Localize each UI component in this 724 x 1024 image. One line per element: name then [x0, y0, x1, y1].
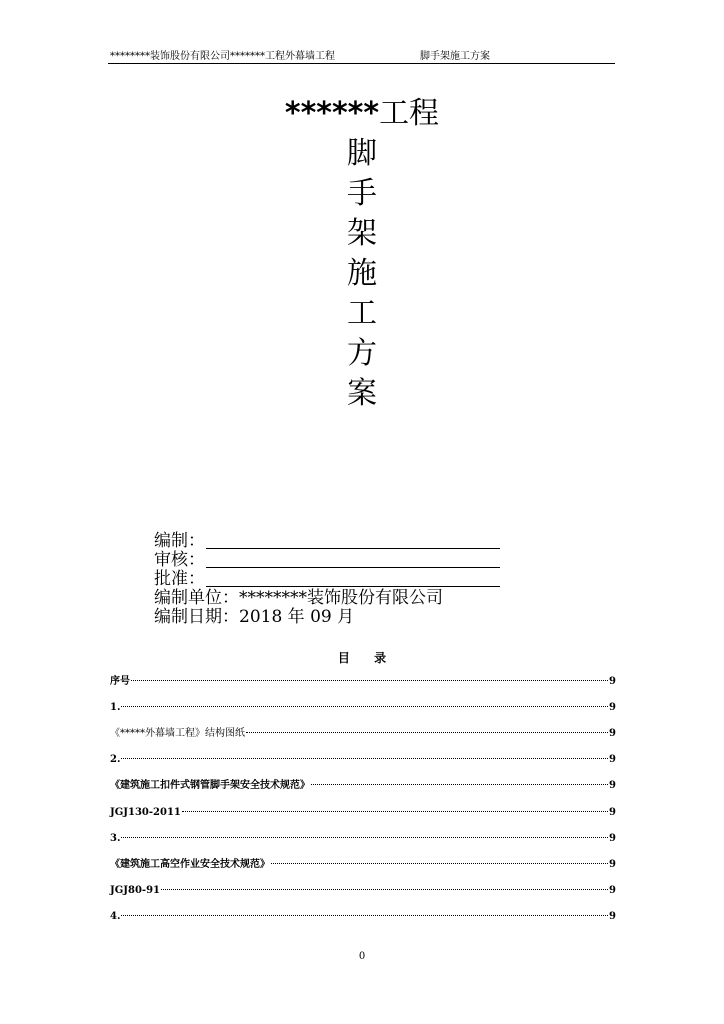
title-stars: ******	[284, 96, 380, 131]
title-char-4: 施	[347, 256, 377, 291]
toc-entry[interactable]	[110, 675, 616, 689]
toc-entry-text: 《建筑施工高空作业安全技术规范》	[110, 859, 270, 870]
toc-entry-page: 9	[609, 807, 616, 818]
toc-leader-dots	[121, 758, 608, 759]
toc-leader-dots	[246, 732, 608, 733]
title-char-7: 案	[347, 376, 377, 411]
toc-entry-page: 9	[609, 859, 616, 870]
title-char-1: 脚	[347, 136, 377, 171]
toc-entry-page: 9	[609, 702, 616, 713]
toc-leader-dots	[121, 915, 608, 916]
reviewer-label: 审核：	[154, 550, 205, 570]
toc-entry[interactable]	[110, 753, 616, 767]
toc-entry-page: 9	[609, 780, 616, 791]
toc-entry[interactable]	[110, 910, 616, 924]
toc-leader-dots	[121, 706, 608, 707]
toc-entry-text: 序号	[110, 676, 130, 687]
compiling-date: 编制日期：2018 年 09 月	[154, 607, 355, 627]
toc-leader-dots	[161, 889, 608, 890]
page-header	[108, 50, 615, 64]
header-company-project: ********装饰股份有限公司*******工程外幕墙工程	[110, 51, 335, 62]
toc-leader-dots	[131, 680, 608, 681]
toc-entry-page: 9	[609, 754, 616, 765]
toc-entry-page: 9	[609, 728, 616, 739]
document-title	[0, 96, 724, 132]
toc-entry[interactable]	[110, 727, 616, 741]
compiling-unit: 编制单位：********装饰股份有限公司	[154, 588, 443, 608]
header-document-title: 脚手架施工方案	[420, 51, 490, 62]
toc-entry-page: 9	[609, 833, 616, 844]
toc-leader-dots	[121, 837, 608, 838]
toc-heading: 目 录	[337, 651, 397, 665]
approver-signature-line	[206, 586, 500, 587]
toc-entry-text: 1.	[110, 702, 121, 713]
toc-entry-text: JGJ130-2011	[110, 807, 181, 818]
toc-entry-text: 2.	[110, 754, 121, 765]
toc-entry-text: JGJ80-91	[110, 885, 160, 896]
compiler-signature-line	[206, 548, 500, 549]
toc-entry-page: 9	[609, 885, 616, 896]
toc-leader-dots	[311, 784, 608, 785]
compiler-label: 编制：	[154, 531, 205, 551]
title-char-2: 手	[347, 176, 377, 211]
title-char-3: 架	[347, 216, 377, 251]
toc-leader-dots	[182, 811, 608, 812]
toc-entry-text: 《*****外幕墙工程》结构图纸	[110, 728, 245, 739]
toc-entry[interactable]	[110, 884, 616, 898]
title-char-6: 方	[347, 336, 377, 371]
toc-entry-text: 3.	[110, 833, 121, 844]
toc-entry-page: 9	[609, 676, 616, 687]
toc-leader-dots	[271, 863, 608, 864]
toc-entry-page: 9	[609, 911, 616, 922]
approver-label: 批准：	[154, 569, 205, 589]
title-project: 工程	[379, 96, 440, 131]
toc-entry[interactable]	[110, 832, 616, 846]
title-char-5: 工	[347, 296, 377, 331]
toc-entry[interactable]	[110, 858, 616, 872]
toc-entry[interactable]	[110, 806, 616, 820]
toc-entry-text: 4.	[110, 911, 121, 922]
reviewer-signature-line	[206, 567, 500, 568]
toc-entry[interactable]	[110, 701, 616, 715]
toc-entry-text: 《建筑施工扣件式钢管脚手架安全技术规范》	[110, 780, 310, 791]
page-number: 0	[358, 951, 366, 962]
toc-entry[interactable]	[110, 779, 616, 793]
